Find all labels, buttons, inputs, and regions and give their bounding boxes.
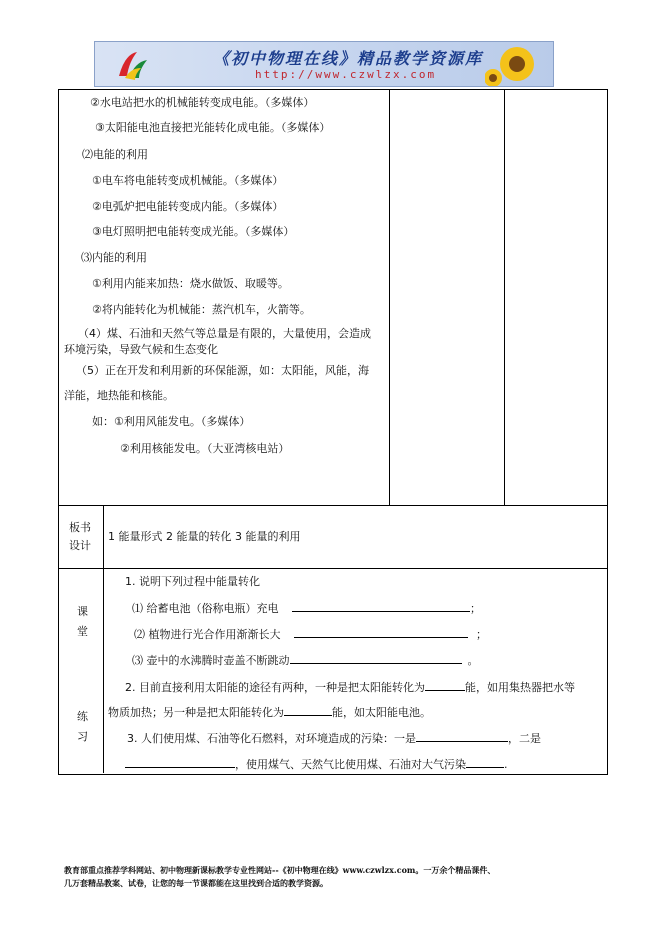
content-line: ②水电站把水的机械能转变成电能。（多媒体）	[90, 96, 315, 109]
practice-label: 练	[77, 710, 88, 723]
question-2-cont: 物质加热；另一种是把太阳能转化为 能，如太阳能电池。	[108, 706, 431, 719]
content-line: ②电弧炉把电能转变成内能。（多媒体）	[92, 200, 284, 213]
answer-blank[interactable]	[290, 653, 462, 664]
question-2: 2. 目前直接利用太阳能的途径有两种，一种是把太阳能转化为 能，如用集热器把水等	[125, 681, 575, 694]
sunflower-icon	[485, 44, 545, 87]
practice-label: 习	[77, 730, 88, 743]
footer-line-2: 几万套精品教案、试卷，让您的每一节课都能在这里找到合适的教学资源。	[64, 878, 328, 888]
table-row-divider	[59, 505, 607, 506]
content-line: ③电灯照明把电能转变成光能。（多媒体）	[92, 225, 295, 238]
table-column-divider	[389, 90, 390, 505]
answer-blank[interactable]	[416, 731, 508, 742]
table-row-divider	[59, 568, 607, 569]
question-1a: ⑴ 给蓄电池（俗称电瓶）充电 ；	[132, 602, 481, 615]
site-logo-icon	[115, 48, 149, 82]
answer-blank[interactable]	[284, 705, 332, 716]
answer-blank[interactable]	[125, 757, 235, 768]
answer-blank[interactable]	[466, 757, 504, 768]
banner-url[interactable]: http://www.czwlzx.com	[255, 68, 437, 81]
board-label: 板书	[69, 521, 91, 534]
question-1c: ⑶ 壶中的水沸腾时壶盖不断跳动 。	[132, 654, 479, 667]
question-3-cont: ，使用煤气、天然气比使用煤、石油对大气污染 .	[125, 757, 508, 772]
footer-line-1: 教育部重点推荐学科网站、初中物理新课标教学专业性网站--《初中物理在线》www.czwlzx.com。一万余个精品课件、	[64, 865, 496, 875]
table-column-divider	[504, 90, 505, 505]
content-line: 环境污染，导致气候和生态变化	[64, 343, 218, 356]
board-text: 1 能量形式 2 能量的转化 3 能量的利用	[108, 530, 301, 543]
content-line: ①利用内能来加热：烧水做饭、取暖等。	[92, 277, 289, 290]
answer-blank[interactable]	[292, 601, 470, 612]
content-line: （4）煤、石油和天然气等总量是有限的，大量使用，会造成	[78, 327, 371, 340]
content-line: ②将内能转化为机械能：蒸汽机车，火箭等。	[92, 303, 311, 316]
header-banner	[94, 41, 554, 87]
practice-label: 堂	[77, 625, 88, 638]
content-line: ⑵电能的利用	[82, 148, 148, 161]
answer-blank[interactable]	[294, 627, 468, 638]
content-line: 洋能，地热能和核能。	[64, 389, 174, 402]
board-label: 设计	[69, 539, 91, 552]
content-line: ③太阳能电池直接把光能转化成电能。（多媒体）	[95, 121, 331, 134]
content-line: （5）正在开发和利用新的环保能源，如：太阳能，风能，海	[76, 364, 369, 377]
answer-blank[interactable]	[425, 680, 465, 691]
banner-title: 《初中物理在线》精品教学资源库	[213, 49, 484, 68]
question-1: 1. 说明下列过程中能量转化	[125, 575, 260, 588]
content-line: 如：①利用风能发电。（多媒体）	[92, 415, 251, 428]
question-1b: ⑵ 植物进行光合作用渐渐长大 ；	[134, 628, 487, 641]
content-line: ⑶内能的利用	[81, 251, 147, 264]
content-line: ①电车将电能转变成机械能。（多媒体）	[92, 174, 284, 187]
content-line: ②利用核能发电。（大亚湾核电站）	[120, 442, 290, 455]
table-label-divider	[103, 506, 104, 773]
lesson-table	[58, 89, 608, 775]
question-3: 3. 人们使用煤、石油等化石燃料，对环境造成的污染：一是 ，二是	[127, 732, 541, 745]
practice-label: 课	[77, 605, 88, 618]
